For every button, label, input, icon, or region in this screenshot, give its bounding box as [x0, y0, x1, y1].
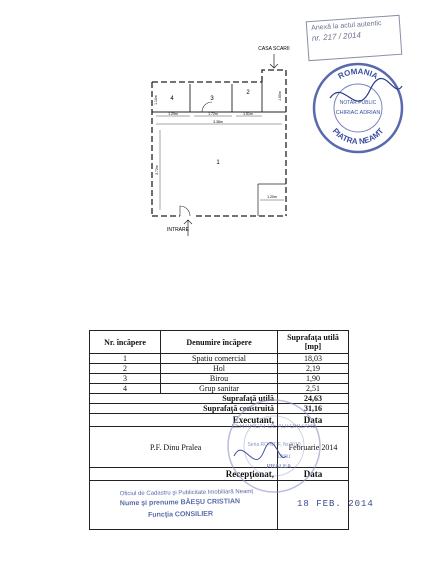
dim-top-left: 1.10m [154, 95, 158, 105]
row-area: 2,19 [278, 364, 349, 374]
header-name: Denumire încăpere [161, 331, 278, 354]
dim-total: 3.38m [213, 120, 223, 124]
receptionat-label: Recepţionat, [90, 468, 278, 481]
annex-stamp [306, 15, 403, 61]
header-nr: Nr. încăpere [90, 331, 161, 354]
notary-inner-text: CHIRIAC ADRIAN [335, 110, 381, 116]
svg-text:PIATRA NEAMT [331, 126, 386, 146]
room-3: 3 [210, 96, 214, 102]
table-row [90, 374, 349, 384]
ocpi-line2: Nume şi prenume BĂEŞU CRISTIAN [119, 498, 241, 508]
row-area: 2,51 [278, 384, 349, 394]
reception-date-stamp: 18 FEB. 2014 [297, 499, 374, 509]
entrance-label: INTRARE [167, 227, 189, 233]
notary-role: NOTAR PUBLIC [339, 100, 377, 106]
row-nr: 4 [90, 384, 161, 394]
row-nr: 1 [90, 354, 161, 364]
built-area-value: 31,16 [278, 404, 349, 414]
dim-small: 1.20m [267, 195, 277, 199]
executant-name: P.F. Dinu Pralea [90, 427, 278, 468]
annex-line2: nr. 217 / 2014 [311, 30, 362, 43]
row-name: Grup sanitar [161, 384, 278, 394]
executant-date: Februarie 2014 [278, 427, 349, 468]
table-row [90, 384, 349, 394]
row-nr: 2 [90, 364, 161, 374]
built-area-label: Suprafaţă construită [90, 404, 278, 414]
dim-w4: 1.29m [168, 112, 178, 116]
certificate-stamp [224, 396, 324, 496]
dim-w2: 1.51m [243, 112, 253, 116]
svg-text:ROMANIA [337, 67, 380, 81]
notary-signature [330, 79, 402, 102]
cert-title: CERTIFICAT DE AUTORIZARE [231, 424, 317, 430]
row-name: Hol [161, 364, 278, 374]
row-name: Spatiu comercial [161, 354, 278, 364]
table-header-row [90, 331, 349, 354]
dim-h1: 3.72m [155, 165, 159, 175]
data-label-2: Data [278, 468, 349, 481]
cert-name2: PRALEA [266, 464, 292, 470]
ocpi-line3: Funcţia CONSILIER [148, 510, 214, 519]
notary-seal [310, 60, 406, 156]
annex-line1: Anexă la actul autentic [310, 20, 382, 32]
floor-plan [140, 40, 300, 240]
notary-top-text: ROMANIA [336, 66, 380, 81]
header-area: Suprafaţa utilă [mp] [278, 331, 349, 354]
room-4: 4 [170, 96, 174, 102]
notary-bottom-text: PIATRA NEAMT [330, 126, 386, 147]
data-label: Data [278, 414, 349, 427]
row-area: 18,03 [278, 354, 349, 364]
room-1: 1 [216, 160, 220, 166]
row-nr: 3 [90, 374, 161, 384]
row-name: Birou [161, 374, 278, 384]
cert-name1: Dinu [277, 454, 291, 460]
table-row [90, 364, 349, 374]
dim-w3: 1.72m [208, 112, 218, 116]
cert-series: Seria RO-NT-F, Nr.0010 [247, 442, 301, 448]
dim-h-right: 1.60m [278, 91, 282, 101]
room-2: 2 [246, 90, 250, 96]
ocpi-line1: Oficiul de Cadastru şi Publicitate Imobiliară Neamț [119, 488, 254, 498]
table-row [90, 354, 349, 364]
executant-label: Executant, [90, 414, 278, 427]
ocpi-stamp [120, 489, 271, 534]
stair-label: CASA SCARII [258, 46, 290, 52]
row-area: 1,90 [278, 374, 349, 384]
useful-area-label: Suprafaţă utilă [90, 394, 278, 404]
useful-area-value: 24,63 [278, 394, 349, 404]
